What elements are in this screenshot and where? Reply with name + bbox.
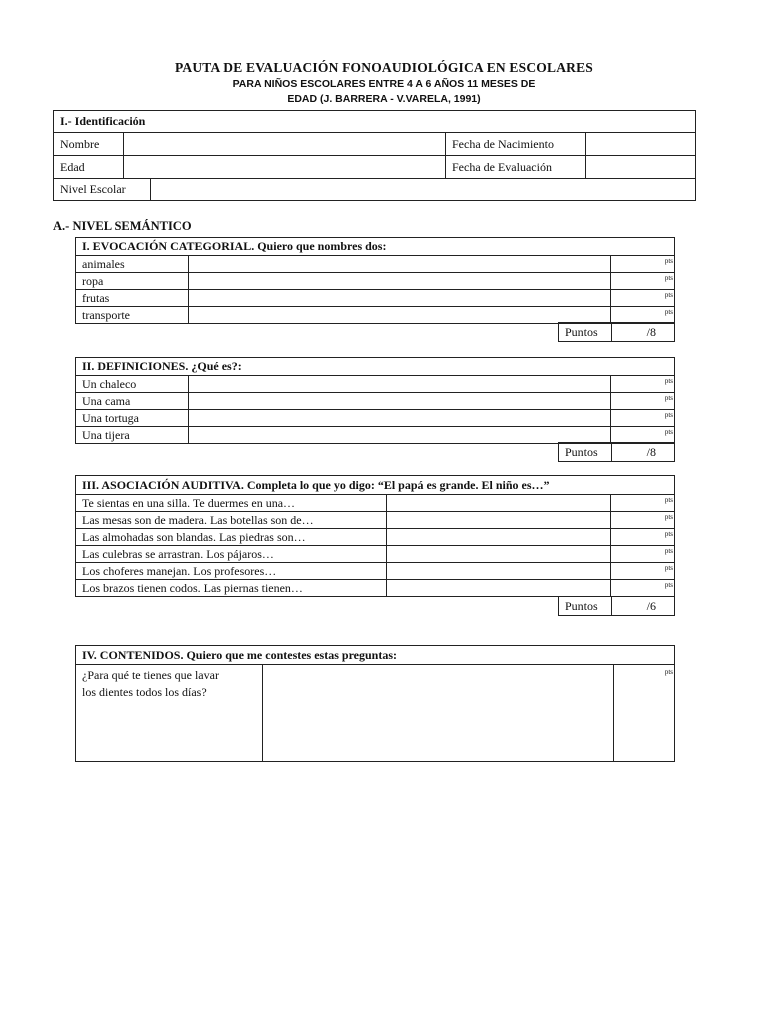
answer-field[interactable] xyxy=(387,529,611,546)
asociacion-item: Los brazos tienen codos. Las piernas tienen… xyxy=(76,580,387,597)
pts-field[interactable]: pts xyxy=(611,376,675,393)
answer-field[interactable] xyxy=(189,410,611,427)
document-subtitle-line1: PARA NIÑOS ESCOLARES ENTRE 4 A 6 AÑOS 11 MESES DE xyxy=(232,78,536,90)
definiciones-heading: II. DEFINICIONES. ¿Qué es?: xyxy=(76,358,675,376)
asociacion-item: Las mesas son de madera. Las botellas son de… xyxy=(76,512,387,529)
puntos-total[interactable]: /8 xyxy=(612,323,675,342)
answer-field[interactable] xyxy=(387,495,611,512)
evocacion-table xyxy=(75,237,675,324)
pts-field[interactable]: pts xyxy=(611,512,675,529)
puntos-label: Puntos xyxy=(559,443,612,462)
pts-field[interactable]: pts xyxy=(614,665,675,762)
puntos-total[interactable]: /6 xyxy=(612,597,675,616)
contenidos-question xyxy=(76,665,263,762)
answer-field[interactable] xyxy=(263,665,614,762)
asociacion-item: Las almohadas son blandas. Las piedras son… xyxy=(76,529,387,546)
pts-field[interactable]: pts xyxy=(611,546,675,563)
nombre-label: Nombre xyxy=(54,133,124,156)
definiciones-item: Una tortuga xyxy=(76,410,189,427)
puntos-label: Puntos xyxy=(559,323,612,342)
pts-field[interactable]: pts xyxy=(611,580,675,597)
definiciones-table xyxy=(75,357,675,444)
evocacion-item: ropa xyxy=(76,273,189,290)
identification-table xyxy=(53,110,696,201)
contenidos-table xyxy=(75,645,675,762)
evocacion-item: transporte xyxy=(76,307,189,324)
asociacion-item: Los choferes manejan. Los profesores… xyxy=(76,563,387,580)
pts-field[interactable]: pts xyxy=(611,529,675,546)
answer-field[interactable] xyxy=(189,376,611,393)
asociacion-heading: III. ASOCIACIÓN AUDITIVA. Completa lo que yo digo: “El papá es grande. El niño es…” xyxy=(76,476,675,495)
definiciones-item: Una tijera xyxy=(76,427,189,444)
pts-field[interactable]: pts xyxy=(611,563,675,580)
section-a-heading: A.- NIVEL SEMÁNTICO xyxy=(53,219,192,233)
answer-field[interactable] xyxy=(387,546,611,563)
fecha-evaluacion-label: Fecha de Evaluación xyxy=(446,156,586,179)
contenidos-question-line1: ¿Para qué te tienes que lavar xyxy=(82,668,219,682)
definiciones-item: Un chaleco xyxy=(76,376,189,393)
asociacion-table xyxy=(75,475,675,597)
answer-field[interactable] xyxy=(387,580,611,597)
puntos-label: Puntos xyxy=(559,597,612,616)
document-subtitle-line2: EDAD (J. BARRERA - V.VARELA, 1991) xyxy=(287,93,481,105)
asociacion-item: Las culebras se arrastran. Los pájaros… xyxy=(76,546,387,563)
pts-field[interactable]: pts xyxy=(611,290,675,307)
answer-field[interactable] xyxy=(189,427,611,444)
identification-heading: I.- Identificación xyxy=(54,111,696,133)
pts-field[interactable]: pts xyxy=(611,427,675,444)
pts-field[interactable]: pts xyxy=(611,410,675,427)
pts-field[interactable]: pts xyxy=(611,273,675,290)
answer-field[interactable] xyxy=(189,393,611,410)
answer-field[interactable] xyxy=(189,290,611,307)
evocacion-heading: I. EVOCACIÓN CATEGORIAL. Quiero que nombres dos: xyxy=(76,238,675,256)
asociacion-item: Te sientas en una silla. Te duermes en una… xyxy=(76,495,387,512)
contenidos-heading: IV. CONTENIDOS. Quiero que me contestes estas preguntas: xyxy=(76,646,675,665)
definiciones-total xyxy=(558,442,675,462)
pts-field[interactable]: pts xyxy=(611,393,675,410)
definiciones-item: Una cama xyxy=(76,393,189,410)
fecha-nacimiento-label: Fecha de Nacimiento xyxy=(446,133,586,156)
fecha-evaluacion-field[interactable] xyxy=(586,156,696,179)
contenidos-question-line2: los dientes todos los días? xyxy=(82,685,207,699)
evocacion-item: frutas xyxy=(76,290,189,307)
nombre-field[interactable] xyxy=(124,133,446,156)
nivel-escolar-field[interactable] xyxy=(151,179,696,201)
document-title: PAUTA DE EVALUACIÓN FONOAUDIOLÓGICA EN ESCOLARES xyxy=(174,60,594,75)
edad-field[interactable] xyxy=(124,156,446,179)
pts-field[interactable]: pts xyxy=(611,256,675,273)
pts-field[interactable]: pts xyxy=(611,307,675,324)
asociacion-total xyxy=(558,596,675,616)
evocacion-item: animales xyxy=(76,256,189,273)
fecha-nacimiento-field[interactable] xyxy=(586,133,696,156)
evocacion-total xyxy=(558,322,675,342)
answer-field[interactable] xyxy=(387,563,611,580)
answer-field[interactable] xyxy=(387,512,611,529)
answer-field[interactable] xyxy=(189,256,611,273)
pts-field[interactable]: pts xyxy=(611,495,675,512)
edad-label: Edad xyxy=(54,156,124,179)
answer-field[interactable] xyxy=(189,307,611,324)
answer-field[interactable] xyxy=(189,273,611,290)
nivel-escolar-label: Nivel Escolar xyxy=(54,179,151,201)
puntos-total[interactable]: /8 xyxy=(612,443,675,462)
